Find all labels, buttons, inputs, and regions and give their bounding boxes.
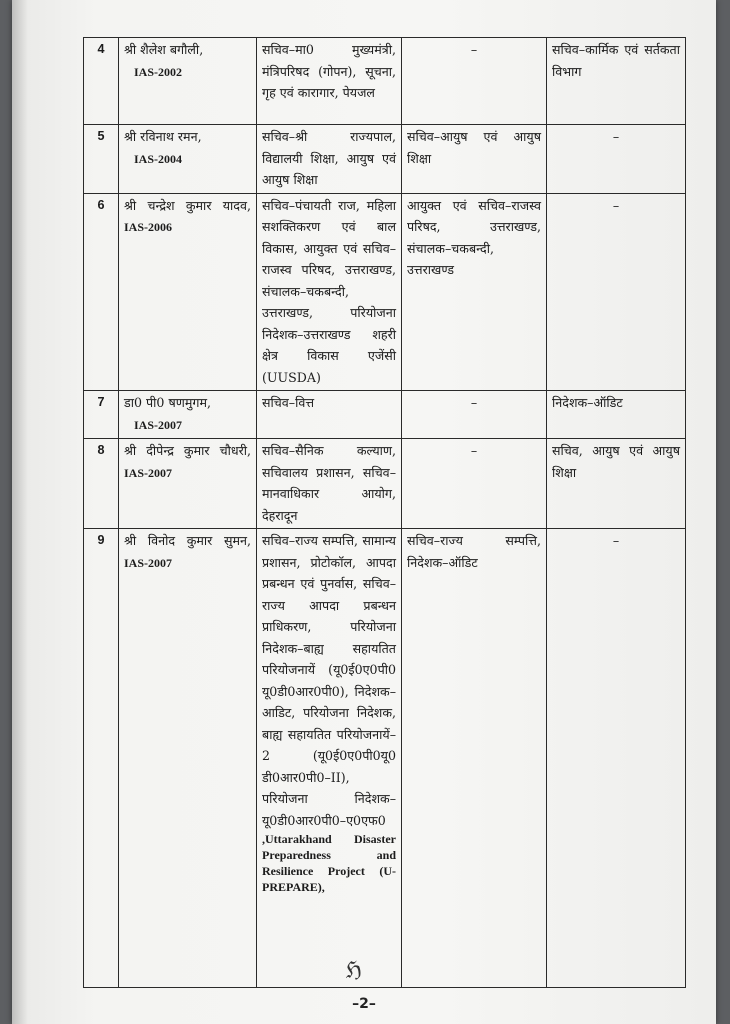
serial-number: 9 — [84, 529, 119, 988]
table-row — [84, 125, 686, 194]
serial-number: 6 — [84, 193, 119, 391]
table-row — [84, 38, 686, 125]
officer-name — [119, 529, 257, 988]
page-number: –2– — [352, 996, 376, 1012]
table-row — [84, 529, 686, 988]
officer-name-text: श्री शैलेश बगौली, — [124, 42, 204, 57]
officer-name-text: श्री विनोद कुमार सुमन, — [124, 533, 251, 548]
table-row — [84, 391, 686, 439]
current-posts: सचिव–श्री राज्यपाल, विद्यालयी शिक्षा, आयुष एवं आयुष शिक्षा — [257, 125, 402, 194]
officer-name — [119, 125, 257, 194]
officer-name — [119, 38, 257, 125]
relieved-posts: – — [402, 38, 547, 125]
current-posts: सचिव–सैनिक कल्याण, सचिवालय प्रशासन, सचिव–मानवाधिकार आयोग, देहरादून — [257, 439, 402, 529]
officer-name — [119, 439, 257, 529]
current-posts — [257, 529, 402, 988]
table-row — [84, 193, 686, 391]
officer-name-text: श्री चन्द्रेश कुमार यादव, — [124, 197, 251, 213]
serial-number: 4 — [84, 38, 119, 125]
ias-batch: IAS-2007 — [134, 417, 183, 432]
signature-mark: ℌ — [343, 956, 364, 985]
new-posts: सचिव–कार्मिक एवं सर्तकता विभाग — [547, 38, 686, 125]
officer-name-text: डा0 पी0 षणमुगम, — [124, 395, 211, 410]
ias-batch: IAS-2007 — [124, 555, 173, 570]
relieved-posts: – — [402, 439, 547, 529]
serial-number: 8 — [84, 439, 119, 529]
new-posts: सचिव, आयुष एवं आयुष शिक्षा — [547, 439, 686, 529]
relieved-posts: सचिव–आयुष एवं आयुष शिक्षा — [402, 125, 547, 194]
ias-batch: IAS-2007 — [124, 465, 173, 480]
officer-name-text: श्री रविनाथ रमन, — [124, 129, 202, 144]
serial-number: 7 — [84, 391, 119, 439]
new-posts: – — [547, 529, 686, 988]
ias-batch: IAS-2002 — [134, 64, 183, 79]
current-posts: सचिव–मा0 मुख्यमंत्री, मंत्रिपरिषद (गोपन), सूचना, गृह एवं कारागार, पेयजल — [257, 38, 402, 125]
document-page — [12, 0, 716, 1024]
new-posts: – — [547, 125, 686, 194]
relieved-posts: आयुक्त एवं सचिव–राजस्व परिषद, उत्तराखण्ड, संचालक–चकबन्दी, उत्तराखण्ड — [402, 193, 547, 391]
new-posts: निदेशक–ऑडिट — [547, 391, 686, 439]
relieved-posts: सचिव–राज्य सम्पत्ति, निदेशक–ऑडिट — [402, 529, 547, 988]
ias-batch: IAS-2004 — [134, 151, 183, 166]
page-edge-shadow — [12, 0, 28, 1024]
table-row — [84, 439, 686, 529]
officer-name — [119, 193, 257, 391]
serial-number: 5 — [84, 125, 119, 194]
project-name-english — [262, 831, 396, 895]
relieved-posts: – — [402, 391, 547, 439]
new-posts: – — [547, 193, 686, 391]
current-posts-text: सचिव–राज्य सम्पत्ति, सामान्य प्रशासन, प्रोटोकॉल, आपदा प्रबन्धन एवं पुनर्वास, सचिव–राज्य आपदा प्रबन्धन प्राधिकरण, परियोजना निदेशक–बाह्य सहायतित परियोजनायें (यू0ई0ए0पी0 यू0डी0आर0पी0), निदेशक–आडिट, परियोजना निदेशक, बाह्य सहायतित परियोजनायें–2 (यू0ई0ए0पी0यू0 डी0आर0पी0–II), परियोजना निदेशक–यू0डी0आर0पी0–ए0एफ0 — [262, 533, 396, 828]
ias-batch: IAS-2006 — [124, 220, 173, 234]
current-posts: सचिव–पंचायती राज, महिला सशक्तिकरण एवं बाल विकास, आयुक्त एवं सचिव–राजस्व परिषद, उत्तराखण्ड, संचालक–चकबन्दी, उत्तराखण्ड, परियोजना निदेशक–उत्तराखण्ड शहरी क्षेत्र विकास एजेंसी (UUSDA) — [257, 193, 402, 391]
officer-name-text: श्री दीपेन्द्र कुमार चौधरी, — [124, 443, 251, 458]
officer-name — [119, 391, 257, 439]
current-posts: सचिव–वित्त — [257, 391, 402, 439]
transfer-order-table — [83, 37, 686, 988]
project-name-english-text: ,Uttarakhand Disaster Preparedness and Resilience Project (U-PREPARE), — [262, 832, 396, 894]
